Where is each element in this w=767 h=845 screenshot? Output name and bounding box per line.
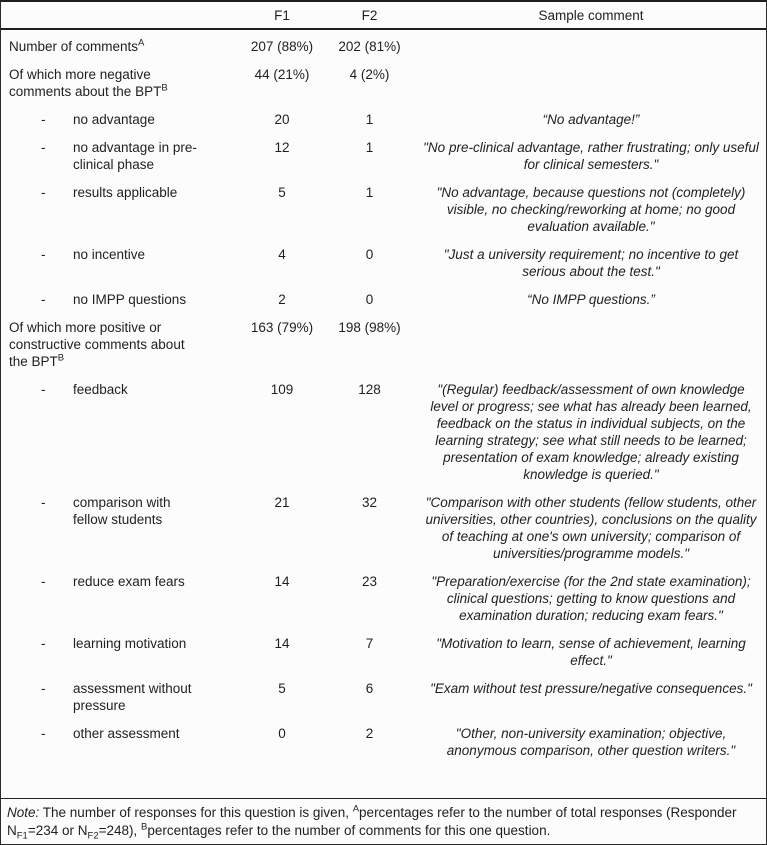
note-text: =248), <box>98 823 142 838</box>
f1-value: 163 (79%) <box>250 320 314 335</box>
note-text: percentages refer to the number of total responses (Responder N <box>7 805 737 838</box>
row-label: Of which more positive or constructive comments about the BPT <box>9 320 185 369</box>
list-dash: - <box>41 726 46 741</box>
sample-comment: "Exam without test pressure/negative consequences." <box>430 681 752 696</box>
footnote-marker-b: B <box>161 82 168 94</box>
table-row <box>1 670 766 715</box>
row-label-cell <box>1 101 241 129</box>
row-label-cell <box>1 715 241 760</box>
footnote-marker-b: B <box>57 352 65 364</box>
row-label: comparison with fellow students <box>73 495 171 527</box>
table-row <box>1 715 766 760</box>
row-label-cell <box>1 371 241 484</box>
f2-value: 202 (81%) <box>338 39 401 54</box>
f1-value: 44 (21%) <box>254 67 310 82</box>
f2-value: 1 <box>365 140 374 155</box>
sample-comment: “No IMPP questions.” <box>527 292 655 307</box>
f2-value: 23 <box>361 574 378 589</box>
f1-value: 207 (88%) <box>250 39 314 54</box>
table-note <box>1 798 766 844</box>
table-row <box>1 484 766 563</box>
sample-comment: "(Regular) feedback/assessment of own knowledge level or progress; see what has already been learned, feedback on the status in individual subjects, on the learning strategy; see what still needs to be learned; presentation of exam knowledge; already existing knowledge is queried." <box>430 382 752 482</box>
sample-comment <box>416 29 766 56</box>
row-label: results applicable <box>73 185 178 200</box>
row-label-cell <box>1 174 241 236</box>
footnote-marker-b: B <box>141 821 148 833</box>
footnote-marker-a: A <box>352 803 360 815</box>
f2-value: 6 <box>365 681 374 696</box>
row-label-cell <box>1 281 241 309</box>
table-row <box>1 309 766 371</box>
row-label-cell <box>1 29 241 56</box>
row-label-cell <box>1 56 241 101</box>
list-dash: - <box>41 636 46 651</box>
row-label: reduce exam fears <box>73 574 185 589</box>
column-header-sample-comment: Sample comment <box>416 2 766 29</box>
row-label-cell <box>1 309 241 371</box>
table-row <box>1 129 766 174</box>
list-dash: - <box>41 140 46 155</box>
row-label-cell <box>1 563 241 625</box>
f2-value: 198 (98%) <box>338 320 401 335</box>
f2-value: 0 <box>365 247 374 262</box>
results-table <box>1 2 766 760</box>
f2-value: 7 <box>365 636 374 651</box>
column-header-empty <box>1 2 241 29</box>
row-label: Of which more negative comments about the BPT <box>9 67 162 99</box>
f2-value: 2 <box>365 726 374 741</box>
sample-comment <box>416 56 766 101</box>
list-dash: - <box>41 574 46 589</box>
table-row <box>1 174 766 236</box>
table-row <box>1 101 766 129</box>
row-label: Number of comments <box>9 39 139 54</box>
sample-comment: "No advantage, because questions not (completely) visible, no checking/reworking at home; no good evaluation available." <box>436 185 746 234</box>
f1-value: 4 <box>278 247 286 262</box>
f1-value: 14 <box>274 636 290 651</box>
list-dash: - <box>41 292 46 307</box>
row-label-cell <box>1 625 241 670</box>
row-label: other assessment <box>73 726 180 741</box>
row-label-cell <box>1 670 241 715</box>
sample-comment: "Other, non-university examination; objective, anonymous comparison, other question writers." <box>446 726 736 758</box>
f1-value: 12 <box>274 140 290 155</box>
sample-comment: "Comparison with other students (fellow students, other universities, other countries), conclusions on the quality of teaching at one's own university; comparison of universities/programme models." <box>425 495 757 561</box>
row-label: no advantage <box>73 112 155 127</box>
row-label-cell <box>1 129 241 174</box>
row-label-cell <box>1 236 241 281</box>
table-row <box>1 371 766 484</box>
header-row <box>1 2 766 29</box>
list-dash: - <box>41 495 46 510</box>
note-label: Note: <box>7 805 40 820</box>
f1-value: 0 <box>278 726 286 741</box>
sample-comment <box>416 309 766 371</box>
table-row <box>1 625 766 670</box>
f1-value: 21 <box>274 495 290 510</box>
note-text: percentages refer to the number of comments for this one question. <box>147 823 551 838</box>
table-row <box>1 236 766 281</box>
f2-value: 0 <box>365 292 374 307</box>
sample-comment: “No advantage!” <box>542 112 640 127</box>
row-label: no advantage in pre-clinical phase <box>73 140 197 172</box>
row-label-cell <box>1 484 241 563</box>
row-label: feedback <box>73 382 128 397</box>
table-row <box>1 563 766 625</box>
sample-comment: "Just a university requirement; no incentive to get serious about the test." <box>443 247 739 279</box>
list-dash: - <box>41 382 46 397</box>
column-header-f2: F2 <box>323 2 416 29</box>
sample-comment: "Motivation to learn, sense of achievement, learning effect." <box>436 636 746 668</box>
column-header-f1: F1 <box>241 2 323 29</box>
f2-value: 4 (2%) <box>349 67 390 82</box>
f1-value: 109 <box>270 382 294 397</box>
f2-value: 128 <box>358 382 381 397</box>
table-row <box>1 281 766 309</box>
f1-value: 20 <box>274 112 290 127</box>
sample-comment: "Preparation/exercise (for the 2nd state examination); clinical questions; getting to know questions and examination duration; reducing exam fears." <box>431 574 751 623</box>
table-row <box>1 56 766 101</box>
list-dash: - <box>41 185 46 200</box>
row-label: no incentive <box>73 247 146 262</box>
table-row <box>1 29 766 56</box>
f1-value: 14 <box>274 574 290 589</box>
footnote-marker-a: A <box>138 37 145 49</box>
f1-value: 5 <box>278 185 286 200</box>
sample-comment: "No pre-clinical advantage, rather frustrating; only useful for clinical semesters." <box>423 140 759 172</box>
f1-value: 5 <box>278 681 286 696</box>
note-text: The number of responses for this question is given, <box>39 805 353 820</box>
list-dash: - <box>41 112 46 127</box>
list-dash: - <box>41 247 46 262</box>
f2-value: 32 <box>361 495 378 510</box>
f2-value: 1 <box>365 112 374 127</box>
note-text: =234 or N <box>27 823 88 838</box>
row-label: learning motivation <box>73 636 187 651</box>
f2-value: 1 <box>365 185 374 200</box>
f1-value: 2 <box>278 292 286 307</box>
subscript-f2: F2 <box>87 830 99 842</box>
subscript-f1: F1 <box>16 830 28 842</box>
row-label: assessment without pressure <box>73 681 192 713</box>
list-dash: - <box>41 681 46 696</box>
row-label: no IMPP questions <box>73 292 187 307</box>
